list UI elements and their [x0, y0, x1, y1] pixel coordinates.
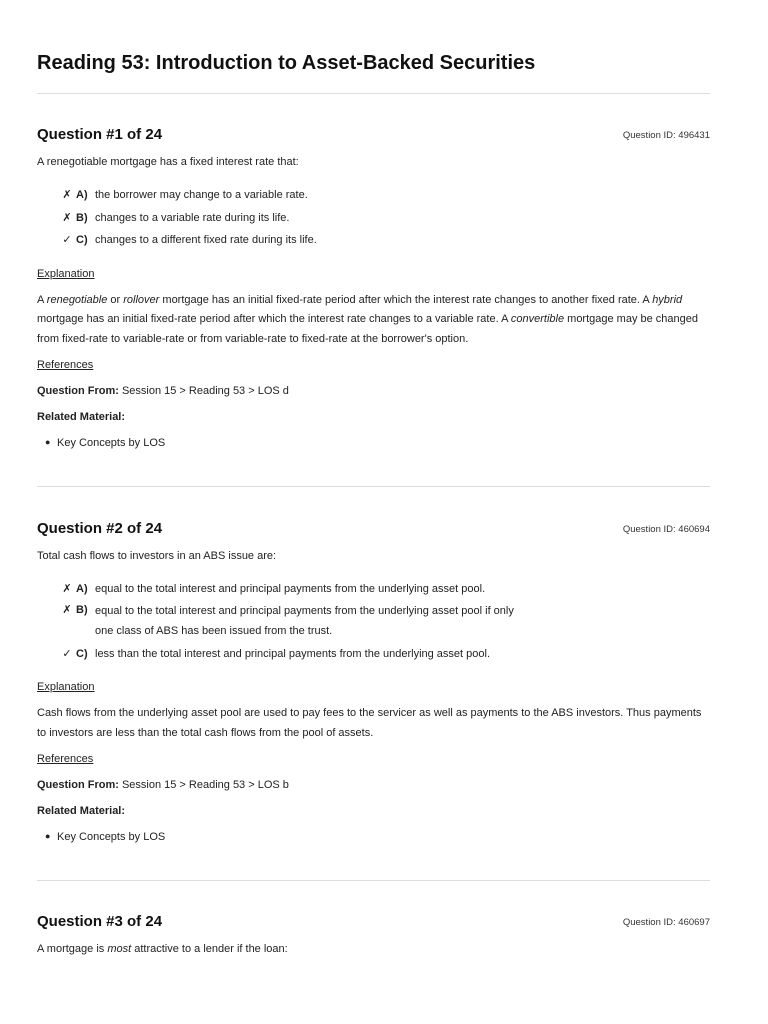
related-material-list: [37, 831, 710, 843]
list-item: ● Key Concepts by LOS: [45, 437, 166, 449]
question-source-value: Session 15 > Reading 53 > LOS b: [118, 779, 289, 791]
question-number: Question #3 of 24: [37, 913, 163, 930]
question-id: Question ID: 460694: [622, 524, 710, 535]
question-id: Question ID: 460697: [622, 917, 710, 928]
divider: [37, 93, 710, 94]
option-letter: C): [76, 234, 88, 246]
answer-option-c: [37, 643, 710, 666]
wrong-mark-icon: ✗: [62, 583, 72, 595]
question-1: [37, 126, 710, 449]
option-text: equal to the total interest and principal payments from the underlying asset pool.: [95, 583, 486, 595]
question-source-label: Question From:: [37, 779, 119, 791]
question-2: [37, 520, 710, 843]
answer-option-c: [37, 229, 710, 252]
question-header: [37, 913, 710, 935]
question-header: [37, 126, 710, 148]
explanation-text: Cash flows from the underlying asset pool are used to pay fees to the servicer as well as payments to the ABS investors. Thus payments to investors are less than the total cash flows from the pool of assets.: [37, 707, 702, 739]
question-id: Question ID: 496431: [622, 130, 710, 141]
divider: [37, 486, 710, 487]
option-letter: A): [76, 189, 88, 201]
answer-option-b: [37, 207, 710, 230]
question-number: Question #1 of 24: [37, 126, 163, 143]
question-source: [37, 385, 710, 397]
option-text: changes to a variable rate during its life.: [95, 211, 290, 224]
option-text: the borrower may change to a variable rate.: [95, 189, 308, 201]
divider: [37, 880, 710, 881]
question-text: Total cash flows to investors in an ABS issue are:: [37, 550, 277, 562]
related-material-label: Related Material:: [37, 411, 126, 423]
option-text: less than the total interest and principal payments from the underlying asset pool.: [95, 647, 491, 660]
option-text: one class of ABS has been issued from the trust.: [95, 624, 333, 637]
question-source: [37, 779, 710, 791]
bullet-icon: ●: [45, 437, 51, 447]
option-text: changes to a different fixed rate during its life.: [95, 234, 317, 246]
check-mark-icon: ✓: [62, 647, 72, 660]
references-link[interactable]: References: [37, 359, 94, 371]
wrong-mark-icon: ✗: [62, 603, 72, 616]
question-text: A renegotiable mortgage has a fixed interest rate that:: [37, 156, 299, 168]
option-text: equal to the total interest and principal payments from the underlying asset pool if only: [95, 605, 514, 617]
question-number: Question #2 of 24: [37, 520, 163, 537]
bullet-icon: ●: [45, 831, 51, 841]
question-3: [37, 913, 710, 956]
answer-option-a: [37, 578, 710, 601]
option-letter: B): [76, 211, 88, 224]
page-title: Reading 53: Introduction to Asset-Backed Securities: [37, 52, 536, 74]
question-header: [37, 520, 710, 542]
wrong-mark-icon: ✗: [62, 211, 72, 224]
explanation-link[interactable]: Explanation: [37, 681, 95, 693]
answer-options: [37, 184, 710, 252]
related-material-label: Related Material:: [37, 805, 126, 817]
option-letter: C): [76, 647, 88, 660]
answer-option-b: [37, 601, 710, 643]
explanation-link[interactable]: Explanation: [37, 267, 95, 280]
references-link[interactable]: References: [37, 753, 94, 765]
wrong-mark-icon: ✗: [62, 189, 72, 201]
list-item: ● Key Concepts by LOS: [45, 831, 166, 843]
explanation-text: A renegotiable or rollover mortgage has an initial fixed-rate period after which the interest rate changes to another fixed rate. A hybrid mortgage has an initial fixed-rate period after which the interest rate changes to a variable rate. A convertible mortgage may be changed from fixed-rate to variable-rate or from variable-rate to fixed-rate at the borrower's option.: [37, 293, 699, 345]
answer-options: [37, 578, 710, 665]
check-mark-icon: ✓: [62, 234, 72, 246]
option-letter: B): [76, 603, 88, 616]
question-text: A mortgage is most attractive to a lender if the loan:: [37, 943, 288, 955]
answer-option-a: [37, 184, 710, 207]
question-source-value: Session 15 > Reading 53 > LOS d: [118, 385, 289, 397]
question-source-label: Question From:: [37, 385, 119, 397]
related-material-list: [37, 437, 710, 449]
option-letter: A): [76, 583, 88, 595]
